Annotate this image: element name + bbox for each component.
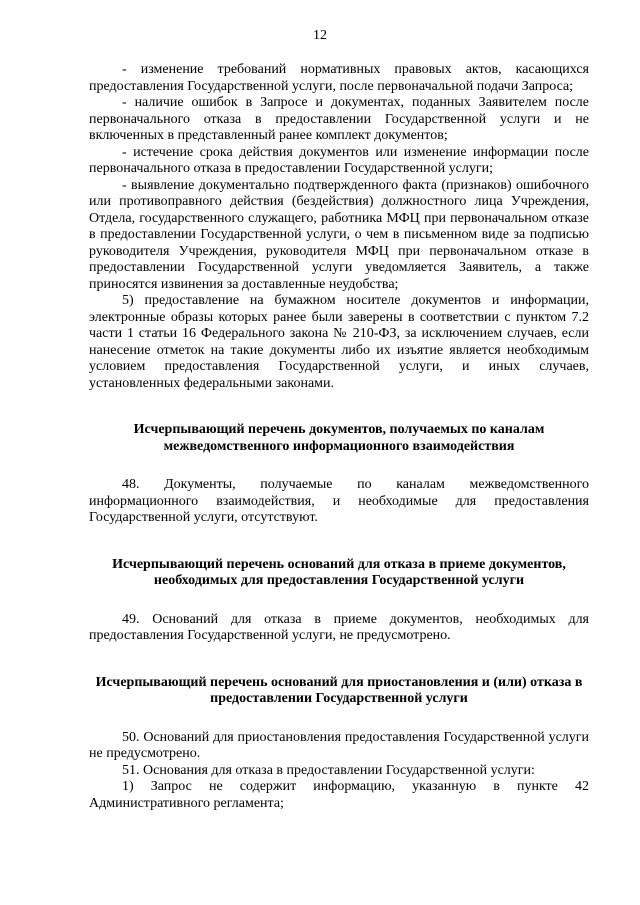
section-heading-suspension-refusal: Исчерпывающий перечень оснований для приостановления и (или) отказа в предоставлении Государственной услуги	[95, 674, 583, 706]
list-item-paper-documents: 5) предоставление на бумажном носителе документов и информации, электронные образы которых ранее были заверены в соответствии с пунктом 7.2 части 1 статьи 16 Федерального закона № 210-ФЗ, за исключением случаев, если нанесение отметок на такие документы либо их изъятие является необходимым условием предоставления Государственной услуги, и иных случаев, установленных федеральными законами.	[89, 293, 589, 391]
page-number: 12	[313, 28, 327, 43]
list-item-errors-in-request: - наличие ошибок в Запросе и документах, поданных Заявителем после первоначального отказа в предоставлении Государственной услуги и не включенных в представленный ранее комплект документов;	[89, 95, 589, 143]
paragraph-49: 49. Оснований для отказа в приеме документов, необходимых для предоставления Государственной услуги, не предусмотрено.	[89, 611, 589, 643]
paragraph-51: 51. Основания для отказа в предоставлении Государственной услуги:	[122, 762, 535, 778]
page-content	[89, 62, 589, 812]
paragraph-50: 50. Оснований для приостановления предоставления Государственной услуги не предусмотрено.	[89, 729, 589, 761]
list-item-documents-expiry: - истечение срока действия документов или изменение информации после первоначального отказа в предоставлении Государственной услуги;	[89, 144, 589, 176]
list-item-requirements-change: - изменение требований нормативных правовых актов, касающихся предоставления Государственной услуги, после первоначальной подачи Запроса;	[89, 62, 589, 94]
paragraph-48: 48. Документы, получаемые по каналам межведомственного информационного взаимодействия, и необходимые для предоставления Государственной услуги, отсутствуют.	[89, 477, 589, 525]
section-heading-interagency-documents: Исчерпывающий перечень документов, получаемых по каналам межведомственного информационного взаимодействия	[133, 422, 545, 454]
paragraph-51-item-1: 1) Запрос не содержит информацию, указанную в пункте 42 Административного регламента;	[89, 779, 589, 811]
section-heading-refusal-acceptance: Исчерпывающий перечень оснований для отказа в приеме документов, необходимых для предоставления Государственной услуги	[112, 556, 566, 588]
list-item-wrongful-action: - выявление документально подтвержденного факта (признаков) ошибочного или противоправного действия (бездействия) должностного лица Учреждения, Отдела, государственного служащего, работника МФЦ при первоначальном отказе в предоставлении Государственной услуги, о чем в письменном виде за подписью руководителя Учреждения, руководителя МФЦ при первоначальном отказе в предоставлении Государственной услуги уведомляется Заявитель, а также приносятся извинения за доставленные неудобства;	[89, 177, 589, 292]
